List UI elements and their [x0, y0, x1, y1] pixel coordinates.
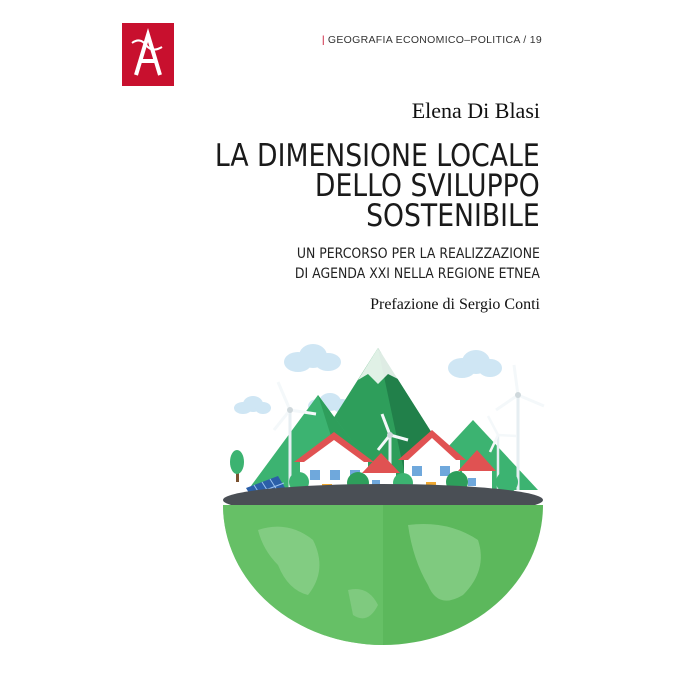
- eco-globe-illustration: [218, 340, 548, 650]
- series-separator: /: [523, 34, 527, 46]
- series-number: 19: [529, 34, 542, 46]
- cloud-icon: [234, 396, 271, 414]
- preface-credit: Prefazione di Sergio Conti: [370, 296, 540, 313]
- subtitle-line: DI AGENDA XXI NELLA REGIONE ETNEA: [294, 266, 540, 282]
- publisher-logo: [122, 23, 174, 86]
- cloud-icon: [448, 350, 502, 378]
- book-subtitle: [295, 244, 540, 284]
- book-title: [215, 138, 540, 234]
- series-label: [319, 34, 542, 46]
- author-name: Elena Di Blasi: [411, 98, 540, 123]
- series-name: GEOGRAFIA ECONOMICO–POLITICA: [327, 34, 521, 46]
- series-divider: |: [321, 34, 325, 46]
- tree-icon: [230, 450, 244, 482]
- cloud-icon: [284, 344, 341, 372]
- subtitle-line: UN PERCORSO PER LA REALIZZAZIONE: [296, 246, 540, 262]
- publisher-logo-mark: [122, 23, 174, 86]
- title-line: DELLO SVILUPPO: [315, 168, 540, 204]
- title-line: SOSTENIBILE: [366, 198, 540, 234]
- title-line: LA DIMENSIONE LOCALE: [215, 138, 540, 174]
- globe-icon: [223, 484, 543, 645]
